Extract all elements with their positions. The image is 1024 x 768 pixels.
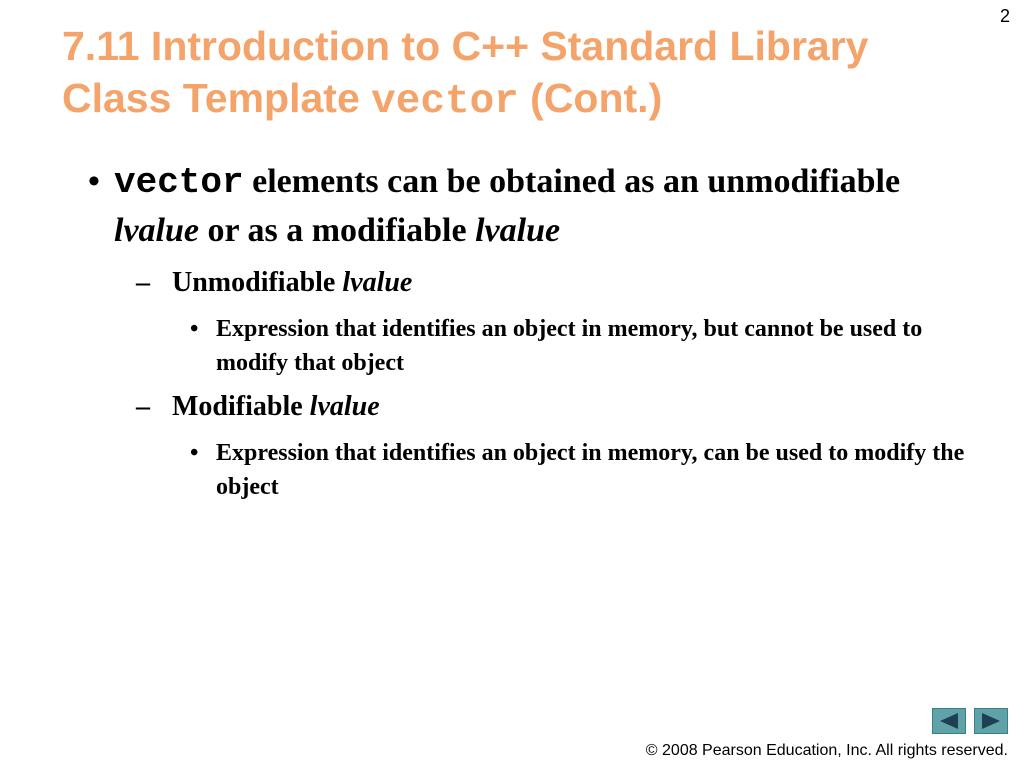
main-text-part-2: or as a modifiable [198, 212, 476, 249]
sub-bullet-unmodifiable [136, 266, 936, 300]
title-line-1: 7.11 Introduction to C++ Standard Library [62, 23, 869, 69]
title-line-2-suffix: (Cont.) [518, 75, 663, 121]
sub1-text: Unmodifiable [172, 267, 343, 298]
page-number: 2 [999, 6, 1010, 26]
sub-bullet-text [172, 266, 936, 300]
bullet-icon: • [190, 440, 199, 466]
main-text-part-1: elements can be obtained as an unmodifiable [243, 163, 901, 200]
triangle-left-icon [938, 712, 960, 730]
main-italic-2: lvalue [475, 212, 561, 249]
title-code-vector: vector [371, 79, 519, 125]
title-line-2-prefix: Class Template [62, 75, 372, 121]
sub2-italic: lvalue [309, 391, 380, 422]
triangle-right-icon [980, 712, 1002, 730]
detail-text: Expression that identifies an object in memory, can be used to modify the object [216, 440, 965, 500]
slide-title [62, 20, 992, 128]
main-italic-1: lvalue [114, 212, 199, 249]
detail-bullet-modifiable [190, 436, 970, 504]
dash-icon: – [136, 391, 150, 422]
main-bullet [88, 158, 938, 255]
next-slide-button[interactable] [974, 708, 1008, 734]
bullet-icon: • [88, 163, 100, 200]
sub2-text: Modifiable [172, 391, 310, 422]
code-vector: vector [114, 162, 244, 203]
sub1-italic: lvalue [342, 267, 413, 298]
bullet-icon: • [190, 316, 199, 342]
detail-text: Expression that identifies an object in memory, but cannot be used to modify that object [216, 316, 923, 376]
sub-bullet-modifiable [136, 390, 936, 424]
copyright-footer: © 2008 Pearson Education, Inc. All rights reserved. [645, 742, 1008, 759]
sub-bullet-text [172, 390, 936, 424]
main-bullet-text [114, 158, 938, 255]
dash-icon: – [136, 267, 150, 298]
previous-slide-button[interactable] [932, 708, 966, 734]
slide-navigation [932, 708, 1008, 734]
detail-bullet-unmodifiable [190, 312, 970, 380]
